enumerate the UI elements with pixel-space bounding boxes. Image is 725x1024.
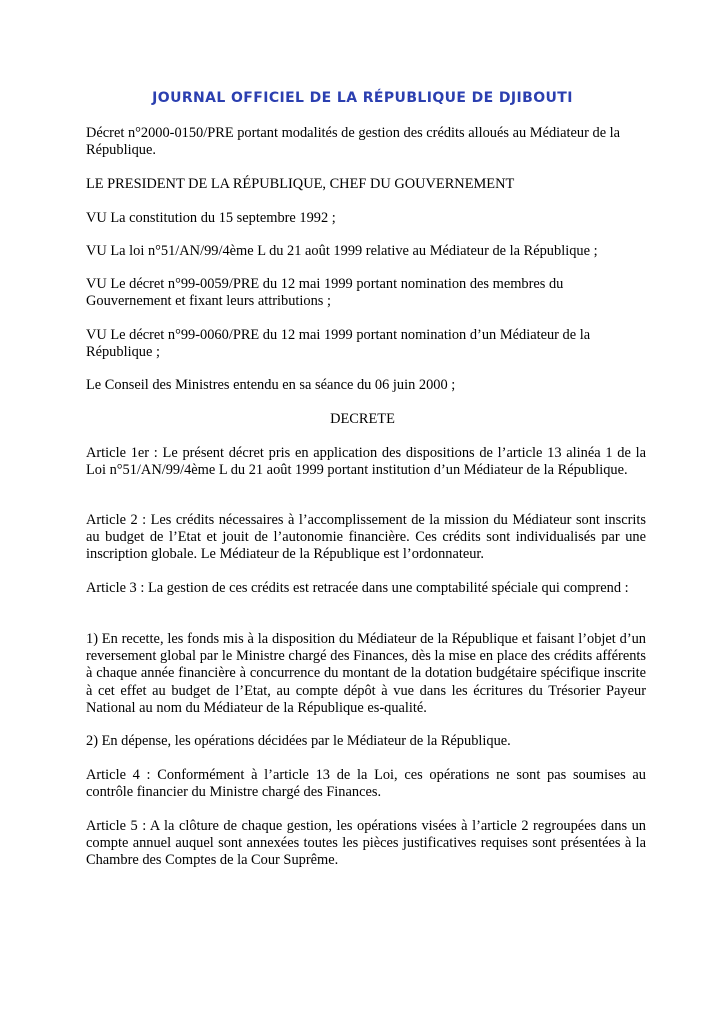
article-2: Article 2 : Les crédits nécessaires à l’accomplissement de la mission du Médiateur sont inscrits au budget de l’Etat et jouit de l’autonomie financière. Ces crédits sont individualisés par une inscription globale. Le Médiateur de la République est l’ordonnateur. — [86, 512, 646, 563]
article-3-expense: 2) En dépense, les opérations décidées par le Médiateur de la République. — [86, 733, 511, 749]
decrete-heading: DECRETE — [330, 411, 395, 427]
article-5: Article 5 : A la clôture de chaque gestion, les opérations visées à l’article 2 regroupées dans un compte annuel auquel sont annexées toutes les pièces justificatives requises sont présentées à la Chambre des Comptes de la Cour Suprême. — [86, 818, 646, 869]
article-1: Article 1er : Le présent décret pris en application des dispositions de l’article 13 alinéa 1 de la Loi n°51/AN/99/4ème L du 21 août 1999 portant institution d’un Médiateur de la République. — [86, 445, 646, 479]
article-4: Article 4 : Conformément à l’article 13 de la Loi, ces opérations ne sont pas soumises au contrôle financier du Ministre chargé des Finances. — [86, 767, 646, 801]
journal-title: JOURNAL OFFICIEL DE LA RÉPUBLIQUE DE DJIBOUTI — [152, 90, 573, 106]
consideration-1: VU La constitution du 15 septembre 1992 ; — [86, 210, 336, 226]
decree-heading: Décret n°2000-0150/PRE portant modalités de gestion des crédits alloués au Médiateur de la République. — [86, 125, 621, 159]
authority-line: LE PRESIDENT DE LA RÉPUBLIQUE, CHEF DU GOUVERNEMENT — [86, 176, 515, 192]
article-3: Article 3 : La gestion de ces crédits est retracée dans une comptabilité spéciale qui comprend : — [86, 580, 629, 596]
consideration-4: VU Le décret n°99-0060/PRE du 12 mai 1999 portant nomination d’un Médiateur de la République ; — [86, 327, 591, 361]
consideration-2: VU La loi n°51/AN/99/4ème L du 21 août 1999 relative au Médiateur de la République ; — [86, 243, 598, 259]
council-line: Le Conseil des Ministres entendu en sa séance du 06 juin 2000 ; — [86, 377, 456, 393]
consideration-3: VU Le décret n°99-0059/PRE du 12 mai 1999 portant nomination des membres du Gouvernement et fixant leurs attributions ; — [86, 276, 564, 310]
article-3-revenue: 1) En recette, les fonds mis à la disposition du Médiateur de la République et faisant l’objet d’un reversement global par le Ministre chargé des Finances, dès la mise en place des crédits afférents à chaque année financière à concurrence du montant de la dotation budgétaire spécifique inscrite à cet effet au budget de l’Etat, au compte dépôt à vue dans les écritures du Trésorier Payeur National au nom du Médiateur de la République es-qualité. — [86, 631, 646, 716]
